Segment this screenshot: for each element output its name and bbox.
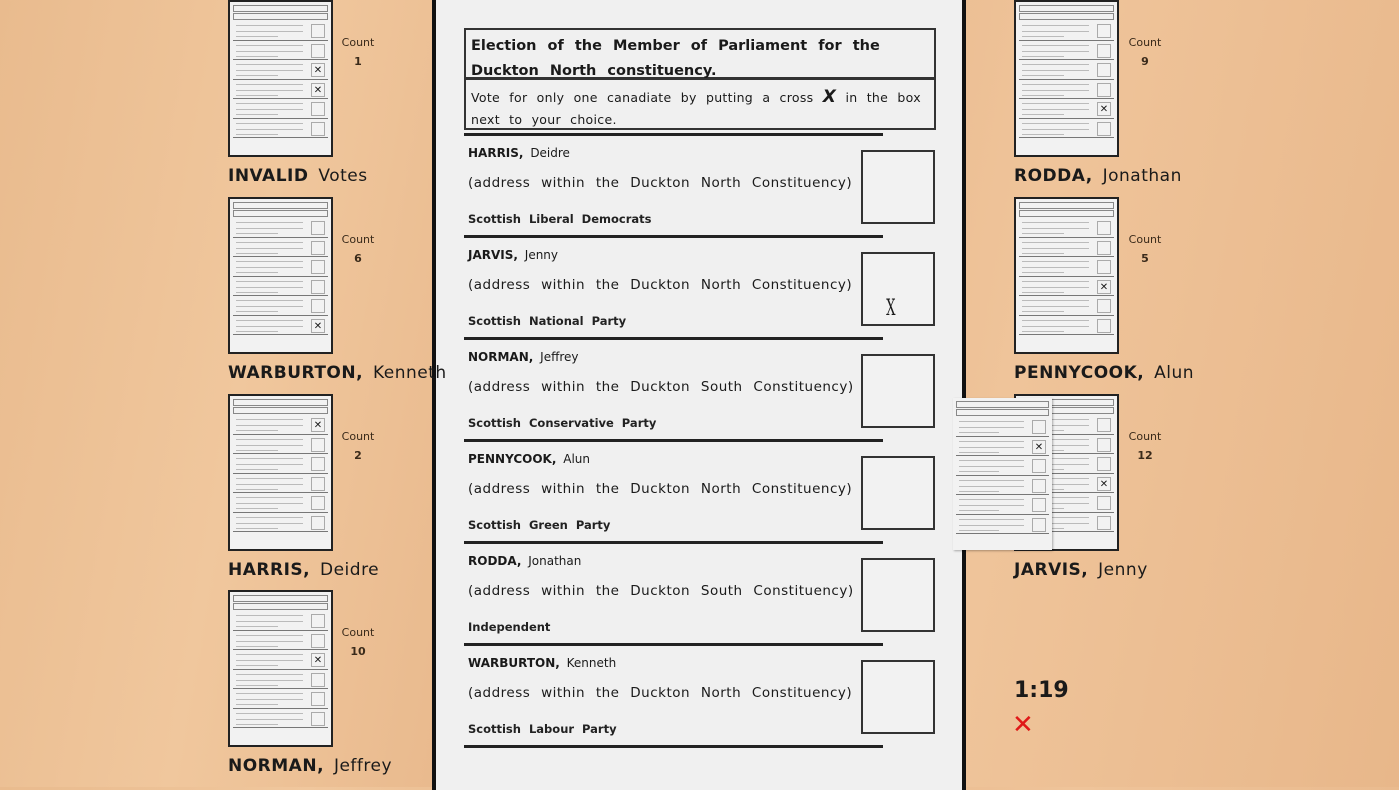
instructions-text: in the box next to your choice.: [471, 90, 921, 127]
candidate-row: [468, 442, 938, 544]
ballot-pile[interactable]: [228, 394, 333, 551]
mini-title: [1019, 5, 1114, 12]
dragged-ballot[interactable]: [953, 398, 1052, 550]
pile-count: Count 10: [341, 626, 375, 658]
instructions-text: Vote for only one canadiate by putting a cross: [471, 90, 814, 105]
mini-row: [233, 60, 328, 80]
mini-box: [311, 496, 325, 510]
mini-row: [233, 21, 328, 41]
mini-box: [311, 712, 325, 726]
pile-label: WARBURTON, Kenneth: [228, 363, 447, 383]
mini-row: [233, 650, 328, 670]
mini-row: [956, 515, 1049, 535]
timer: 1:19: [1014, 678, 1069, 703]
mini-row: [1019, 41, 1114, 61]
mini-row: [233, 218, 328, 238]
vote-box[interactable]: [861, 558, 935, 632]
mini-row: [233, 493, 328, 513]
mini-row: [233, 454, 328, 474]
mini-row: [233, 277, 328, 297]
ballot-pile[interactable]: [228, 197, 333, 354]
candidate-party: Scottish Liberal Democrats: [468, 212, 652, 226]
mini-box: [311, 457, 325, 471]
mini-box: ✕: [1032, 440, 1046, 454]
candidate-address: (address within the Duckton North Constituency): [468, 277, 853, 293]
row-divider: [464, 745, 883, 748]
mini-box: [311, 260, 325, 274]
mini-instructions: [233, 13, 328, 20]
mini-box: [1097, 516, 1111, 530]
mini-row: [1019, 218, 1114, 238]
mini-title: [956, 401, 1049, 408]
mini-row: [233, 316, 328, 336]
mini-row: [233, 238, 328, 258]
candidate-party: Scottish Labour Party: [468, 722, 617, 736]
mini-row: [233, 257, 328, 277]
mini-box: [1097, 457, 1111, 471]
candidate-party: Scottish Green Party: [468, 518, 611, 532]
pile-label: INVALID Votes: [228, 166, 368, 186]
candidate-party: Scottish National Party: [468, 314, 627, 328]
mini-row: [233, 435, 328, 455]
pile-label: PENNYCOOK, Alun: [1014, 363, 1195, 383]
mini-box: [311, 614, 325, 628]
mini-instructions: [1019, 210, 1114, 217]
mini-row: [956, 456, 1049, 476]
vote-box[interactable]: [861, 456, 935, 530]
mini-row: [1019, 80, 1114, 100]
mini-row: [233, 41, 328, 61]
mini-box: [311, 438, 325, 452]
mini-title: [1019, 202, 1114, 209]
mini-box: ✕: [311, 653, 325, 667]
mini-row: [233, 513, 328, 533]
mini-title: [233, 202, 328, 209]
candidate-name: HARRIS, Deidre: [468, 146, 570, 160]
mini-row: [233, 670, 328, 690]
mini-box: [311, 299, 325, 313]
mini-box: ✕: [311, 63, 325, 77]
mini-box: [1097, 241, 1111, 255]
candidate-row: [468, 646, 938, 748]
candidate-row: [468, 238, 938, 340]
candidate-row: [468, 544, 938, 646]
mini-row: [233, 80, 328, 100]
candidate-address: (address within the Duckton South Constituency): [468, 379, 854, 395]
pile-count: Count 1: [341, 36, 375, 68]
mini-box: [1097, 299, 1111, 313]
mini-box: ✕: [1097, 102, 1111, 116]
mini-instructions: [233, 603, 328, 610]
mini-row: [956, 437, 1049, 457]
mini-box: [1097, 63, 1111, 77]
mini-box: [1097, 418, 1111, 432]
ballot-pile[interactable]: [228, 590, 333, 747]
mini-box: [311, 516, 325, 530]
mini-row: [1019, 21, 1114, 41]
mini-title: [233, 595, 328, 602]
mini-row: [233, 296, 328, 316]
mini-box: [1032, 420, 1046, 434]
mini-row: [1019, 238, 1114, 258]
mini-box: [1032, 459, 1046, 473]
pile-count: Count 12: [1128, 430, 1162, 462]
mini-row: [233, 631, 328, 651]
mini-box: [1097, 438, 1111, 452]
mini-row: [233, 689, 328, 709]
candidate-name: PENNYCOOK, Alun: [468, 452, 590, 466]
mini-box: [1097, 221, 1111, 235]
ballot-pile[interactable]: [1014, 0, 1119, 157]
mini-box: [311, 44, 325, 58]
mini-box: ✕: [1097, 477, 1111, 491]
mini-box: [1032, 479, 1046, 493]
candidate-name: JARVIS, Jenny: [468, 248, 559, 262]
mini-row: [1019, 257, 1114, 277]
mini-box: [1097, 122, 1111, 136]
mini-row: [233, 99, 328, 119]
mini-box: [311, 221, 325, 235]
vote-box[interactable]: [861, 354, 935, 428]
mini-box: [1032, 498, 1046, 512]
mini-row: [1019, 296, 1114, 316]
mini-title: [233, 5, 328, 12]
mini-box: [1032, 518, 1046, 532]
pile-label: RODDA, Jonathan: [1014, 166, 1182, 186]
candidate-address: (address within the Duckton North Constituency): [468, 481, 853, 497]
pile-count: Count 9: [1128, 36, 1162, 68]
candidate-name: WARBURTON, Kenneth: [468, 656, 617, 670]
pile-label: JARVIS, Jenny: [1014, 560, 1148, 580]
mini-box: [311, 692, 325, 706]
mini-box: ✕: [311, 83, 325, 97]
pile-count: Count 2: [341, 430, 375, 462]
candidate-party: Scottish Conservative Party: [468, 416, 657, 430]
mini-box: [1097, 319, 1111, 333]
mini-row: [233, 415, 328, 435]
ballot-pile[interactable]: [1014, 197, 1119, 354]
red-cross-icon: ✕: [1012, 710, 1034, 740]
pile-count: Count 5: [1128, 233, 1162, 265]
mini-row: [956, 476, 1049, 496]
mini-row: [233, 474, 328, 494]
candidate-row: [468, 136, 938, 238]
mini-instructions: [233, 407, 328, 414]
mini-title: [233, 399, 328, 406]
mini-box: ✕: [311, 418, 325, 432]
mini-box: [311, 24, 325, 38]
candidate-row: [468, 340, 938, 442]
mini-box: [311, 673, 325, 687]
pile-count: Count 6: [341, 233, 375, 265]
mini-row: [1019, 60, 1114, 80]
mini-box: [311, 122, 325, 136]
cross-icon: X: [822, 87, 837, 107]
candidate-name: RODDA, Jonathan: [468, 554, 582, 568]
mini-box: ✕: [1097, 280, 1111, 294]
mini-box: [311, 241, 325, 255]
pile-label: NORMAN, Jeffrey: [228, 756, 393, 776]
ballot-title: Election of the Member of Parliament for the Duckton North constituency.: [464, 28, 936, 79]
vote-box[interactable]: [861, 150, 935, 224]
mini-box: [311, 102, 325, 116]
vote-box[interactable]: [861, 660, 935, 734]
candidate-name: NORMAN, Jeffrey: [468, 350, 579, 364]
mini-instructions: [1019, 13, 1114, 20]
candidate-address: (address within the Duckton North Constituency): [468, 685, 853, 701]
mini-instructions: [956, 409, 1049, 416]
mini-row: [233, 611, 328, 631]
ballot-pile[interactable]: [228, 0, 333, 157]
pile-label: HARRIS, Deidre: [228, 560, 380, 580]
mini-row: [956, 495, 1049, 515]
mini-row: [1019, 277, 1114, 297]
mini-row: [1019, 119, 1114, 139]
mini-box: [311, 477, 325, 491]
mini-row: [233, 119, 328, 139]
mini-box: [1097, 83, 1111, 97]
mini-row: [1019, 99, 1114, 119]
mini-box: [1097, 44, 1111, 58]
mini-box: [1097, 496, 1111, 510]
mini-row: [1019, 316, 1114, 336]
mini-box: [1097, 24, 1111, 38]
cross-mark: X: [886, 296, 896, 321]
mini-box: [311, 634, 325, 648]
ballot-instructions: [464, 78, 936, 130]
mini-instructions: [233, 210, 328, 217]
mini-row: [956, 417, 1049, 437]
mini-row: [233, 709, 328, 729]
candidate-party: Independent: [468, 620, 551, 634]
mini-box: [1097, 260, 1111, 274]
mini-box: ✕: [311, 319, 325, 333]
mini-box: [311, 280, 325, 294]
vote-box[interactable]: [861, 252, 935, 326]
candidate-address: (address within the Duckton South Constituency): [468, 583, 854, 599]
candidate-address: (address within the Duckton North Constituency): [468, 175, 853, 191]
